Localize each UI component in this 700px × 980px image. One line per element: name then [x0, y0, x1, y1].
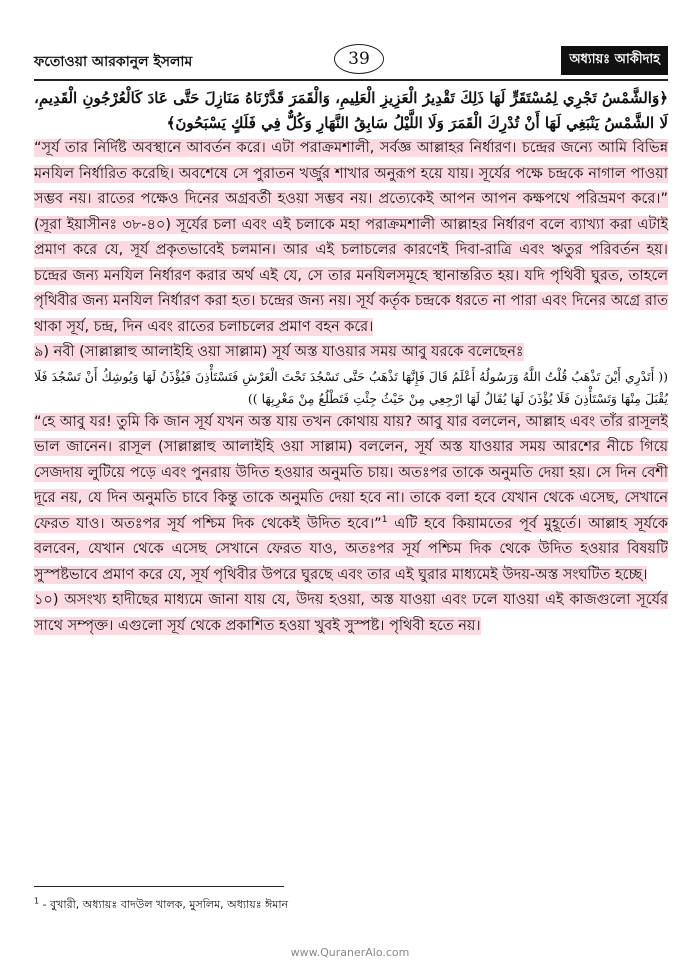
paragraph-hadith-translation	[34, 410, 668, 589]
paragraph-point-ten	[34, 588, 668, 639]
header-divider	[34, 79, 668, 81]
website-footer[interactable]: www.QuranerAlo.com	[290, 946, 410, 959]
hadith-explanation-text: এটি হবে কিয়ামতের পূর্ব মুহূর্তে। আল্লাহ সূর্যকে বলবেন, যেখান থেকে এসেছ সেখানে ফেরত যাও, অতঃপর সূর্য পশ্চিম দিক থেকে উদিত হওয়ার বিষয়টি সুস্পষ্টভাবে প্রমাণ করে যে, সূর্য পৃথিবীর উপরে ঘুরছে এবং তার এই ঘুরার মাধ্যমেই উদয়-অস্ত সংঘটিত হচ্ছে।	[34, 515, 669, 583]
footnote-reference[interactable]: 1	[381, 514, 388, 525]
footnote-number: 1	[34, 896, 40, 906]
book-title: ফতোওয়া আরকানুল ইসলাম	[34, 54, 193, 70]
paragraph-hadith-intro	[34, 340, 668, 366]
hadith-translation-text: “হে আবু যর! তুমি কি জান সূর্য যখন অস্ত যায় তখন কোথায় যায়? আবু যার বললেন, আল্লাহ এবং তাঁর রাসূলই ভাল জানেন। রাসূল (সাল্লাল্লাহু আলাইহি ওয়া সাল্লাম) বললেন, সূর্য অস্ত যাওয়ার সময় আরশের নীচে গিয়ে সেজদায় লুটিয়ে পড়ে এবং পুনরায় উদিত হওয়ার অনুমতি চায়। অতঃপর তাকে অনুমতি দেয়া হয়। সে দিন বেশী দূরে নয়, যে দিন অনুমতি চাবে কিন্তু তাকে অনুমতি দেয়া হবে না। তাকে বলা হবে যেখান থেকে এসেছ, সেখানে ফেরত যাও। অতঃপর সূর্য পশ্চিম দিক থেকেই উদিত হবে।”	[34, 413, 668, 532]
footnote-text: - বুখারী, অধ্যায়ঃ বাদউল খালক, মুসলিম, অধ্যায়ঃ ঈমান	[39, 898, 289, 911]
highlighted-text: ১০) অসংখ্য হাদীছের মাধ্যমে জানা যায় যে, উদয় হওয়া, অস্ত যাওয়া এবং ঢলে যাওয়া এই কাজগুলো সূর্যের সাথে সম্পৃক্ত। এগুলো সূর্য থেকে প্রকাশিত হওয়া খুবই সুস্পষ্ট। পৃথিবী হতে নয়।	[34, 592, 668, 634]
footnote	[34, 896, 668, 915]
arabic-verse: ﴿وَالشَّمْسُ تَجْرِي لِمُسْتَقَرٍّ لَهَا ذَلِكَ تَقْدِيرُ الْعَزِيزِ الْعَلِيمِ، وَالْقَمَرَ قَدَّرْنَاهُ مَنَازِلَ حَتَّى عَادَ كَالْعُرْجُونِ الْقَدِيمِ، لَا الشَّمْسُ يَنْبَغِي لَهَا أَنْ تُدْرِكَ الْقَمَرَ وَلَا اللَّيْلُ سَابِقُ النَّهَارِ وَكُلٌّ فِي فَلَكٍ يَسْبَحُونَ﴾	[34, 89, 668, 132]
page-header	[34, 44, 668, 80]
highlighted-text: “সূর্য তার নির্দিষ্ট অবস্থানে আবর্তন করে। এটা পরাক্রমশালী, সর্বজ্ঞ আল্লাহর নির্ধারণ। চন্দ্রের জন্যে আমি বিভিন্ন মনযিল নির্ধারিত করেছি। অবশেষে সে পুরাতন খর্জুর শাখার অনুরূপ হয়ে যায়। সূর্যের পক্ষে চন্দ্রকে নাগাল পাওয়া সম্ভব নয়। রাতের পক্ষেও দিনের অগ্রবর্তী হওয়া সম্ভব নয়। প্রত্যেকেই আপন আপন কক্ষপথে পরিভ্রমণ করে।” (সূরা ইয়াসীনঃ ৩৮-৪০) সূর্যের চলা এবং এই চলাকে মহা পরাক্রমশালী আল্লাহর নির্ধারণ বলে ব্যাখ্যা করা এটাই প্রমাণ করে যে, সূর্য প্রকৃতভাবেই চলমান। আর এই চলাচলের কারণেই দিবা-রাত্রি এবং ঋতুর পরিবর্তন হয়। চন্দ্রের জন্য মনযিল নির্ধারণ করার অর্থ এই যে, সে তার মনযিলসমূহে স্থানান্তরিত হয়। যদি পৃথিবী ঘুরত, তাহলে পৃথিবীর জন্য মনযিল নির্ধারণ করা হত। চন্দ্রের জন্য নয়। সূর্য কর্তৃক চন্দ্রকে ধরতে না পারা এবং দিনের অগ্রে রাত থাকা সূর্য, চন্দ্র, দিন এবং রাতের চলাচলের প্রমাণ বহন করে।	[34, 140, 668, 335]
page-number: 39	[334, 44, 384, 74]
page-content	[34, 86, 668, 639]
footnote-divider	[34, 886, 284, 887]
paragraph-verse-translation	[34, 136, 668, 340]
chapter-label: অধ্যায়ঃ আকীদাহ	[561, 46, 668, 75]
highlighted-text: ৯) নবী (সাল্লাল্লাহু আলাইহি ওয়া সাল্লাম) সূর্য অস্ত যাওয়ার সময় আবু যরকে বলেছেনঃ	[34, 344, 524, 360]
arabic-hadith: (( أَتَدْرِي أَيْنَ تَذْهَبُ قُلْتُ اللَّهُ وَرَسُولُهُ أَعْلَمُ قَالَ فَإِنَّهَا تَذْهَبُ حَتَّى تَسْجُدَ تَحْتَ الْعَرْشِ فَتَسْتَأْذِنَ فَيُؤْذَنُ لَهَا وَيُوشِكُ أَنْ تَسْجُدَ فَلَا يُقْبَلَ مِنْهَا وَتَسْتَأْذِنَ فَلَا يُؤْذَنَ لَهَا يُقَالُ لَهَا ارْجِعِي مِنْ حَيْثُ جِئْتِ فَتَطْلُعُ مِنْ مَغْرِبِهَا ))	[34, 368, 668, 406]
highlighted-text	[34, 413, 668, 584]
